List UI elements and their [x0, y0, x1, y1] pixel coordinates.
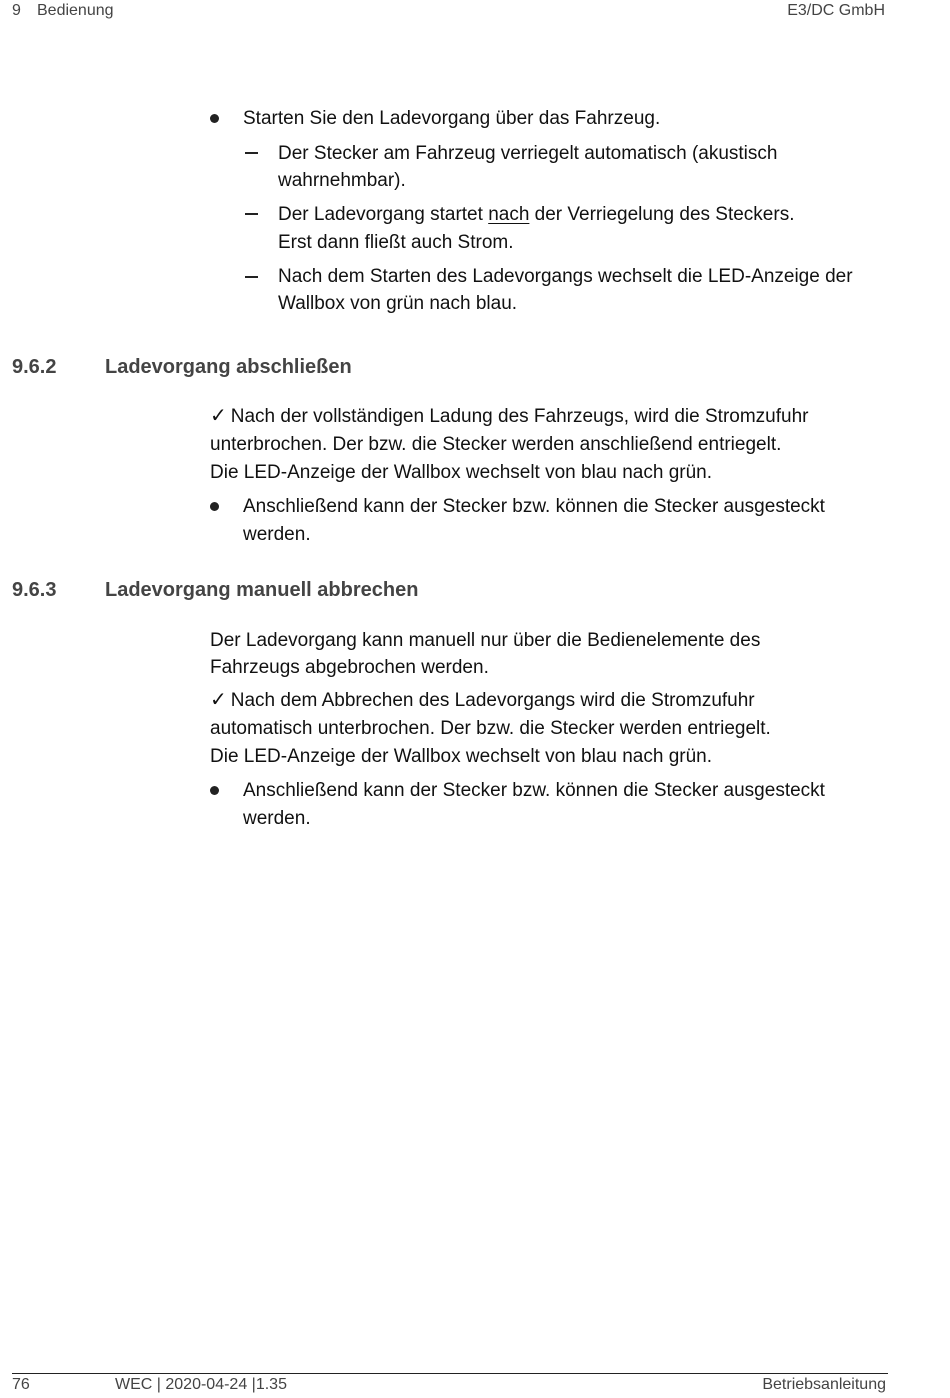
section-title-963: Ladevorgang manuell abbrechen — [105, 579, 419, 601]
chapter-number: 9 — [12, 2, 21, 19]
company-name: E3/DC GmbH — [787, 2, 885, 19]
intro-line1-963: Der Ladevorgang kann manuell nur über die Bedienelemente des — [210, 630, 761, 651]
result-line3-962: Die LED-Anzeige der Wallbox wechselt von blau nach grün. — [210, 462, 713, 483]
bullet-unplug-line1-963: Anschließend kann der Stecker bzw. können die Stecker ausgesteckt — [243, 780, 825, 801]
substep-charging-starts-line1: Der Ladevorgang startet nach der Verriegelung des Steckers. — [278, 204, 795, 225]
bullet-icon — [210, 114, 219, 123]
bullet-unplug-line2-963: werden. — [243, 808, 311, 829]
step-start-charging: Starten Sie den Ladevorgang über das Fahrzeug. — [243, 108, 661, 129]
page-number: 76 — [12, 1376, 30, 1393]
substep-plug-locks-line1: Der Stecker am Fahrzeug verriegelt automatisch (akustisch — [278, 143, 778, 164]
check-icon: ✓ — [210, 689, 227, 711]
substep-led-change-line1: Nach dem Starten des Ladevorgangs wechselt die LED-Anzeige der — [278, 266, 853, 287]
dash-icon — [245, 276, 258, 278]
result-line1-962: ✓ Nach der vollständigen Ladung des Fahrzeugs, wird die Stromzufuhr — [210, 405, 809, 427]
section-number-963: 9.6.3 — [12, 579, 57, 601]
substep-led-change-line2: Wallbox von grün nach blau. — [278, 293, 518, 314]
dash-icon — [245, 213, 258, 215]
dash-icon — [245, 152, 258, 154]
footer-rule — [12, 1373, 888, 1374]
bullet-unplug-line1-962: Anschließend kann der Stecker bzw. können die Stecker ausgesteckt — [243, 496, 825, 517]
section-title-962: Ladevorgang abschließen — [105, 356, 352, 378]
page-header — [0, 0, 950, 24]
result-line3-963: Die LED-Anzeige der Wallbox wechselt von blau nach grün. — [210, 746, 713, 767]
bullet-icon — [210, 786, 219, 795]
emphasis-nach: nach — [488, 204, 530, 225]
chapter-title: Bedienung — [37, 2, 114, 19]
check-icon: ✓ — [210, 405, 227, 427]
result-line2-963: automatisch unterbrochen. Der bzw. die Stecker werden entriegelt. — [210, 718, 771, 739]
bullet-unplug-line2-962: werden. — [243, 524, 311, 545]
bullet-icon — [210, 502, 219, 511]
section-number-962: 9.6.2 — [12, 356, 57, 378]
document-type: Betriebsanleitung — [762, 1376, 886, 1393]
substep-charging-starts-line2: Erst dann fließt auch Strom. — [278, 232, 514, 253]
substep-plug-locks-line2: wahrnehmbar). — [278, 170, 406, 191]
intro-line2-963: Fahrzeugs abgebrochen werden. — [210, 657, 489, 678]
result-line1-963: ✓ Nach dem Abbrechen des Ladevorgangs wird die Stromzufuhr — [210, 689, 755, 711]
document-info: WEC | 2020-04-24 |1.35 — [115, 1376, 287, 1393]
result-line2-962: unterbrochen. Der bzw. die Stecker werden anschließend entriegelt. — [210, 434, 782, 455]
